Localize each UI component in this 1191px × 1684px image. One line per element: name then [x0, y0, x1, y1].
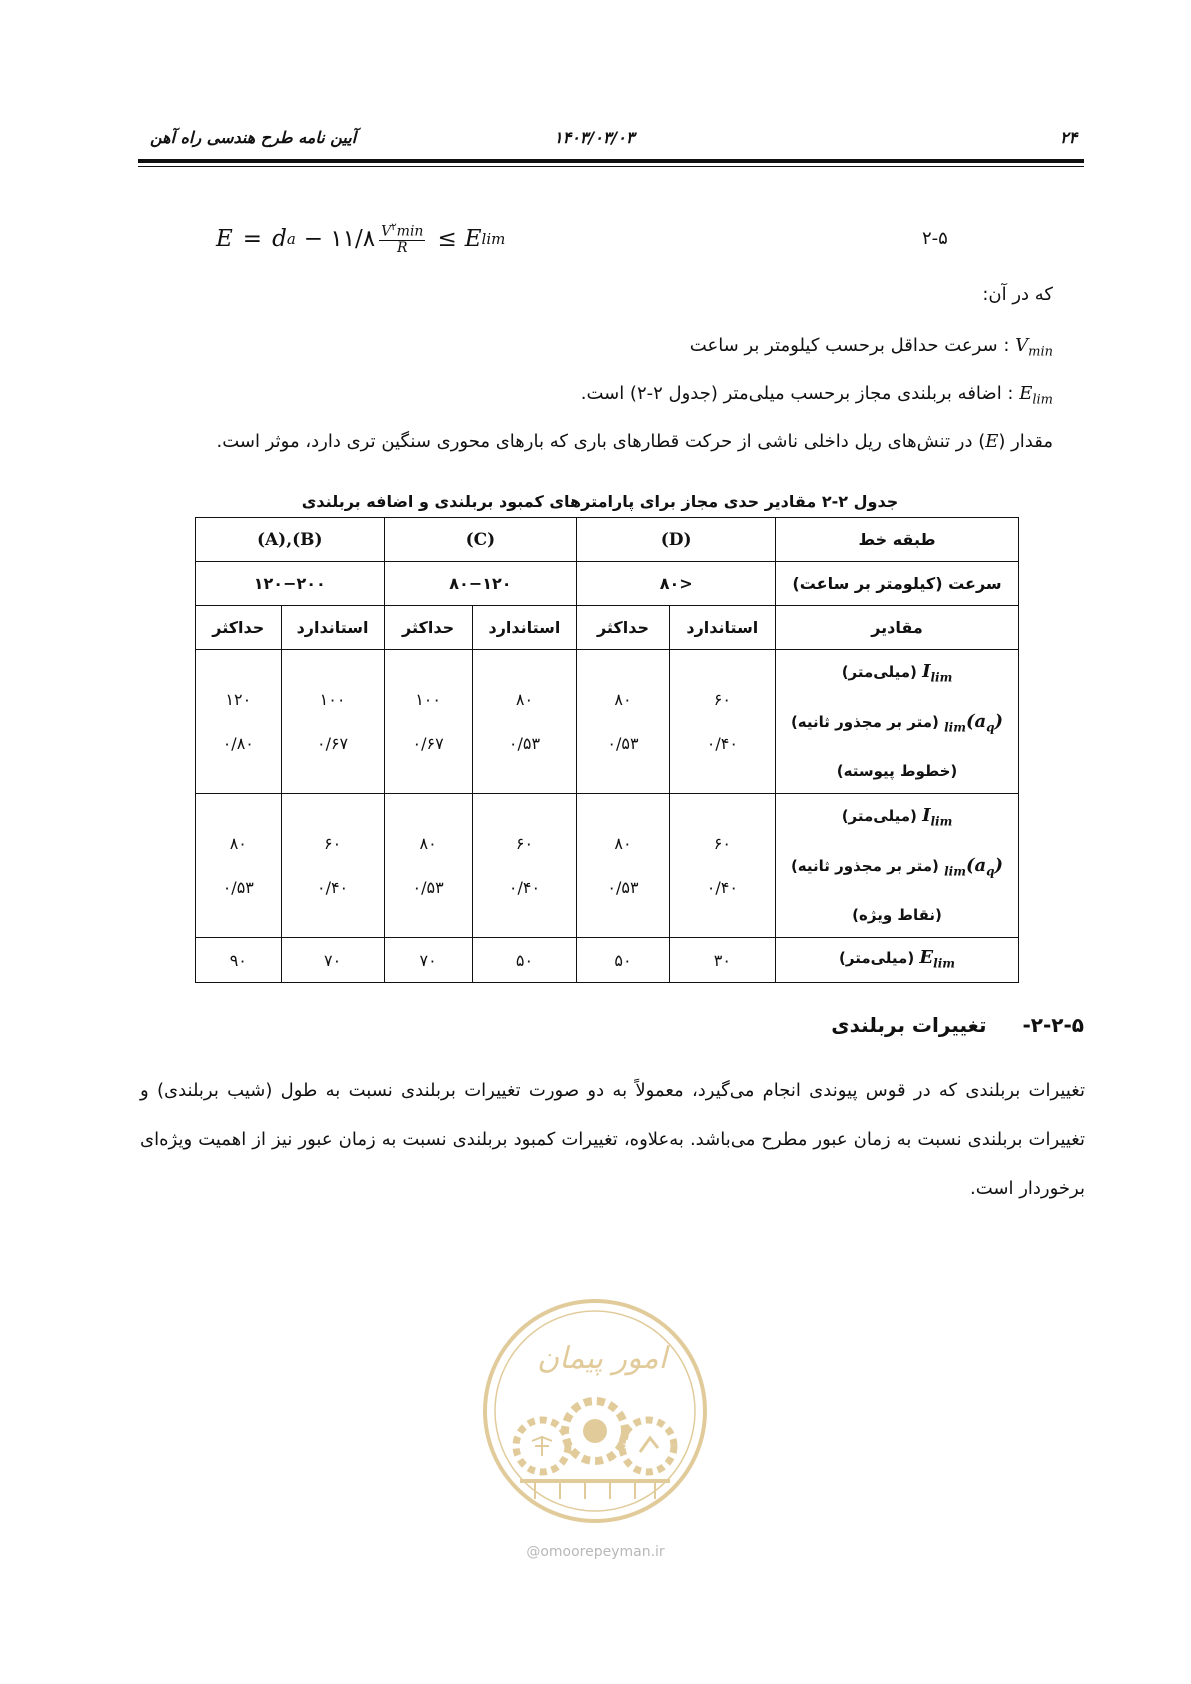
table-cell: ۸۰ ۰/۵۳ — [577, 794, 669, 938]
aq-unit: (متر بر مجذور ثانیه) — [790, 712, 945, 731]
section-number: ۲-۲-۵- — [1022, 1013, 1084, 1037]
table-cell: ۶۰ ۰/۴۰ — [472, 794, 577, 938]
table-cell: ۵۰ — [472, 938, 577, 983]
effect-pre: مقدار ( — [998, 431, 1053, 452]
table-cell: ۱۰۰ ۰/۶۷ — [384, 650, 472, 794]
header-rule-thin — [138, 166, 1084, 167]
def-vmin-sym: V — [1015, 335, 1029, 356]
eq-coef: − ۱۱/۸ — [303, 226, 376, 253]
def-vmin — [690, 335, 1053, 360]
special-label: (نقاط ویژه) — [852, 906, 942, 925]
col-max: حداکثر — [196, 606, 282, 650]
table-cell: ۸۰ ۰/۵۳ — [384, 794, 472, 938]
header-rule-thick — [138, 159, 1084, 163]
eq-frac-sub: min — [396, 223, 424, 240]
table-cell: ۱۰۰ ۰/۶۷ — [281, 650, 384, 794]
col-standard: استاندارد — [281, 606, 384, 650]
table-cell: ۸۰ ۰/۵۳ — [577, 650, 669, 794]
aq-sub: q — [986, 720, 995, 735]
line-class-label: طبقه خط — [776, 518, 1019, 562]
table-cell: ۷۰ — [281, 938, 384, 983]
group-speed-ab: ۱۲۰−۲۰۰ — [196, 562, 385, 606]
ilim-sym: I — [922, 661, 931, 682]
effect-sym: E — [985, 431, 999, 452]
def-elim-sub: lim — [1032, 392, 1053, 408]
ilim-sym: I — [922, 805, 931, 827]
effect-sentence — [217, 431, 1053, 452]
elim-unit: (میلی‌متر) — [839, 948, 920, 967]
table-cell: ۹۰ — [196, 938, 282, 983]
table-cell: ۸۰ ۰/۵۳ — [196, 794, 282, 938]
table-caption: جدول ۲-۲ مقادیر حدی مجاز برای پارامترهای کمبود بربلندی و اضافه بربلندی — [301, 492, 899, 511]
eq-rhs-sub: lim — [481, 230, 506, 249]
values-label: مقادیر — [776, 606, 1019, 650]
effect-post: ) در تنش‌های ریل داخلی ناشی از حرکت قطارهای باری که بارهای محوری سنگین تری دارد، موثر است. — [216, 431, 986, 452]
group-class-d: (D) — [577, 518, 776, 562]
body-paragraph: تغییرات بربلندی که در قوس پیوندی انجام می‌گیرد، معمولاً به دو صورت تغییرات بربلندی نسبت به طول (شیب بربلندی) و تغییرات بربلندی نسبت به زمان عبور مطرح می‌باشد. به‌علاوه، تغییرات کمبود بربلندی نسبت به زمان عبور نیز از اهمیت ویژه‌ای برخوردار است. — [140, 1080, 1085, 1199]
eq-d-sub: a — [286, 230, 296, 249]
defs-intro: که در آن: — [982, 284, 1053, 305]
ilim-unit: (میلی‌متر) — [841, 807, 923, 826]
table-cell: ۳۰ — [669, 938, 775, 983]
ilim-unit: (میلی‌متر) — [841, 663, 923, 681]
elim-sym: E — [919, 946, 934, 968]
scales-icon — [532, 1436, 552, 1456]
seal-logo — [480, 1296, 710, 1526]
def-vmin-sub: min — [1028, 344, 1053, 360]
eq-rel: ≤ — [437, 226, 457, 253]
def-vmin-text: : سرعت حداقل برحسب کیلومتر بر ساعت — [689, 335, 1016, 356]
def-elim — [581, 383, 1053, 408]
aq-sub2: lim — [944, 720, 966, 735]
aq-sym: a — [974, 854, 987, 876]
eq-lhs: E — [216, 226, 233, 253]
eq-rhs: E — [464, 226, 482, 253]
watermark-text: @omoorepeyman.ir — [526, 1544, 665, 1560]
row-label-continuous: $I_{lim}$ (میلی‌متر) $(a_q)_{lim}$ (متر بر مجذور ثانیه) (خطوط پیوسته) — [776, 650, 1019, 794]
group-class-ab: (A),(B) — [196, 518, 385, 562]
page-number: ۲۴ — [1060, 128, 1078, 147]
aq-sub: q — [986, 864, 995, 879]
seal-text: امور پیمان — [537, 1341, 667, 1376]
gear-icon — [622, 1420, 674, 1472]
col-standard: استاندارد — [669, 606, 775, 650]
ilim-sub: lim — [930, 670, 953, 685]
group-speed-c: ۸۰−۱۲۰ — [384, 562, 577, 606]
eq-frac-den: R — [397, 240, 408, 257]
header-date: ۱۴۰۳/۰۳/۰۳ — [554, 128, 635, 147]
equation-number: ۲-۵ — [922, 228, 948, 249]
eq-fraction — [379, 222, 425, 256]
ilim-sub: lim — [930, 814, 953, 829]
def-elim-text: : اضافه بربلندی مجاز برحسب میلی‌متر (جدول ۲-۲) است. — [580, 383, 1020, 404]
equation-5-2: E = d a − ۱۱/۸ $\frac{V^۲\min}{R}$ ≤ E lim — [216, 222, 506, 257]
hammer-icon — [640, 1438, 658, 1452]
eq-frac-sup: ۲ — [391, 222, 397, 233]
group-class-c: (C) — [384, 518, 577, 562]
col-standard: استاندارد — [472, 606, 577, 650]
aq-unit: (متر بر مجذور ثانیه) — [790, 856, 945, 875]
table-cell: ۶۰ ۰/۴۰ — [669, 794, 775, 938]
table-cell: ۵۰ — [577, 938, 669, 983]
eq-d: d — [272, 226, 287, 253]
elim-sub: lim — [933, 956, 955, 971]
table-cell: ۱۲۰ ۰/۸۰ — [196, 650, 282, 794]
person-icon — [583, 1419, 607, 1443]
col-max: حداکثر — [577, 606, 669, 650]
table-cell: ۶۰ ۰/۴۰ — [669, 650, 775, 794]
section-title: تغییرات بربلندی — [831, 1013, 987, 1037]
section-heading — [831, 1013, 1084, 1037]
table-cell: ۸۰ ۰/۵۳ — [472, 650, 577, 794]
header-title: آیین نامه طرح هندسی راه آهن — [150, 128, 357, 147]
aq-sym: a — [974, 710, 987, 732]
row-label-elim — [776, 938, 1019, 983]
row-label-special: $I_{lim}$ (میلی‌متر) $(a_q)_{lim}$ (متر بر مجذور ثانیه) (نقاط ویژه) — [776, 794, 1019, 938]
continuous-label: (خطوط پیوسته) — [836, 762, 958, 781]
aq-sub2: lim — [944, 864, 966, 879]
group-speed-d: <۸۰ — [577, 562, 776, 606]
table-cell: ۶۰ ۰/۴۰ — [281, 794, 384, 938]
speed-label: سرعت (کیلومتر بر ساعت) — [776, 562, 1019, 606]
col-max: حداکثر — [384, 606, 472, 650]
table-cell: ۷۰ — [384, 938, 472, 983]
eq-frac-base: V — [381, 223, 392, 240]
limits-table — [195, 517, 1019, 983]
def-elim-sym: E — [1019, 383, 1033, 404]
